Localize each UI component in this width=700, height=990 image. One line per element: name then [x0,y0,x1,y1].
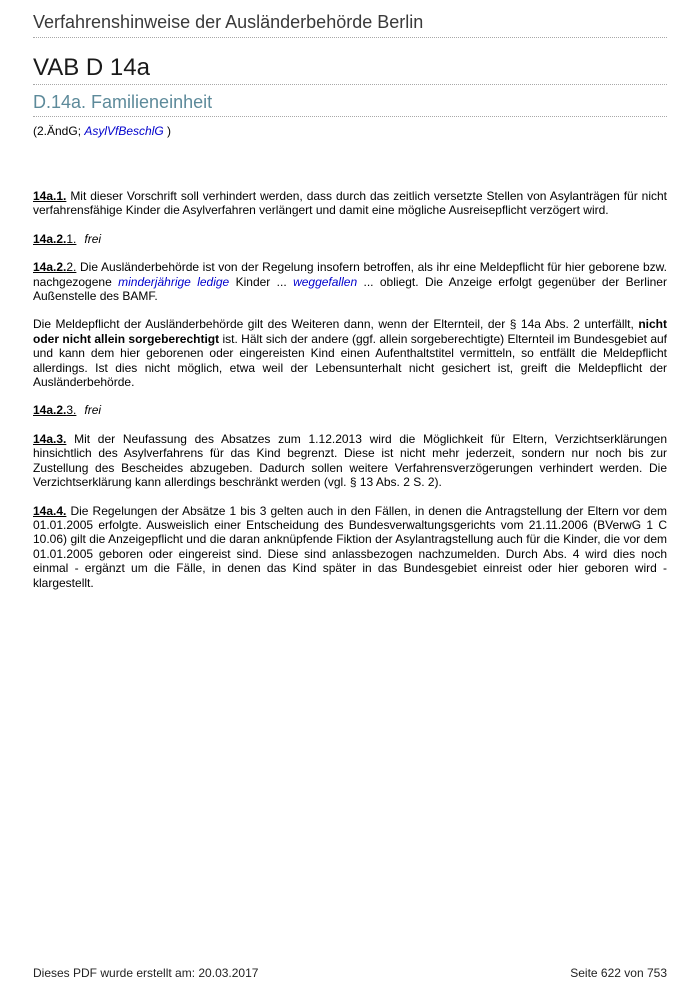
paragraph-number: 14a.1. [33,189,67,203]
link-minderjaehrige-ledige[interactable]: minderjährige ledige [118,274,230,289]
paragraph-frei: frei [84,403,102,418]
paragraph-14a-2-3 [33,403,667,417]
footer-page-number: Seite 622 von 753 [570,966,667,980]
paragraph-number: 14a.3. [33,431,67,446]
paragraph-14a-2-1 [33,232,667,246]
paragraph-subnumber: 1. [66,231,77,246]
paragraph-14a-1 [33,189,667,218]
paragraph-subnumber: 2. [66,260,77,275]
paragraph-bold-text: nicht oder nicht allein sorgeberechtigt [33,317,667,346]
paragraph-number: 14a.2. [33,260,67,275]
paragraph-14a-3 [33,432,667,490]
paragraph-subnumber: 3. [66,403,77,418]
paragraph-meldepflicht [33,317,667,389]
amendment-note [33,124,171,138]
paragraph-text: Mit dieser Vorschrift soll verhindert werden, dass durch das zeitlich versetzte Stellen von Asylanträgen für nicht verfahrensfähige Kinder die Asylverfahren verlängert und damit eine mögliche Ausreisepflicht verzögert wird. [33,189,667,218]
paragraph-14a-2-2 [33,260,667,303]
section-title: D.14a. Familieneinheit [33,92,213,112]
amendment-prefix: (2.ÄndG; [33,124,85,138]
paragraph-text: ... obliegt. Die Anzeige erfolgt gegenüber der Berliner Außenstelle des BAMF. [33,274,667,304]
amendment-link[interactable]: AsylVfBeschlG [84,124,164,138]
divider [33,84,667,85]
paragraph-frei: frei [84,231,102,246]
page-title: VAB D 14a [33,54,150,81]
paragraph-text: Mit der Neufassung des Absatzes zum 1.12.2013 wird die Möglichkeit für Eltern, Verzichtserklärungen hinsichtlich des Asylverfahrens für das Kind begrenzt. Diese ist nicht mehr jederzeit, sondern nur noch bis zur Zustellung des Bescheides abzugeben. Dadurch sollen weitere Verfahrensverzögerungen verhindert werden. Die Verzichtserklärung kann allerdings beschränkt werden (vgl. § 13 Abs. 2 S. 2). [33,431,667,490]
site-title: Verfahrenshinweise der Ausländerbehörde Berlin [33,12,424,32]
paragraph-text: Die Regelungen der Absätze 1 bis 3 gelten auch in den Fällen, in denen die Antragstellung der Eltern vor dem 01.01.2005 erfolgte. Ausweislich einer Entscheidung des Bundesverwaltungsgerichts vom 21.11.2006 (BVerwG 1 C 10.06) gilt die Anzeigepflicht und die daran anknüpfende Fiktion der Asylantragstellung auch für die Kinder, die vor dem 01.01.2005 geboren oder eingereist sind. Diese sind anlassbezogen nachzumelden. Durch Abs. 4 wird dies noch einmal - ergänzt um die Fälle, in denen das Kind später in das Bundesgebiet einreist oder hier geboren wird - klargestellt. [33,503,667,590]
paragraph-number: 14a.2. [33,231,67,246]
divider [33,37,667,38]
paragraph-14a-4 [33,504,667,590]
paragraph-text: Die Ausländerbehörde ist von der Regelung insofern betroffen, als ihr eine Meldepflicht für hier geborene bzw. nachgezogene [33,260,667,289]
amendment-suffix: ) [163,124,172,138]
paragraph-text: ist. Hält sich der andere (ggf. allein sorgeberechtigte) Elternteil im Bundesgebiet auf und kann dem hier geborenen oder eingereisten Kind einen Aufenthaltstitel vermitteln, so entfällt die Meldepflicht allerdings. Ist dies nicht möglich, etwa weil der Lebensunterhalt nicht gesichert ist, greift die Meldepflicht der Ausländerbehörde. [33,331,667,390]
paragraph-text: Kinder ... [229,274,294,289]
paragraph-number: 14a.2. [33,403,67,418]
paragraph-text: Die Meldepflicht der Ausländerbehörde gilt des Weiteren dann, wenn der Elternteil, der § 14a Abs. 2 unterfällt, [33,317,639,332]
link-weggefallen[interactable]: weggefallen [293,274,358,289]
footer-created-date: Dieses PDF wurde erstellt am: 20.03.2017 [33,966,259,980]
divider [33,116,667,117]
paragraph-number: 14a.4. [33,503,67,518]
document-body [33,189,667,604]
